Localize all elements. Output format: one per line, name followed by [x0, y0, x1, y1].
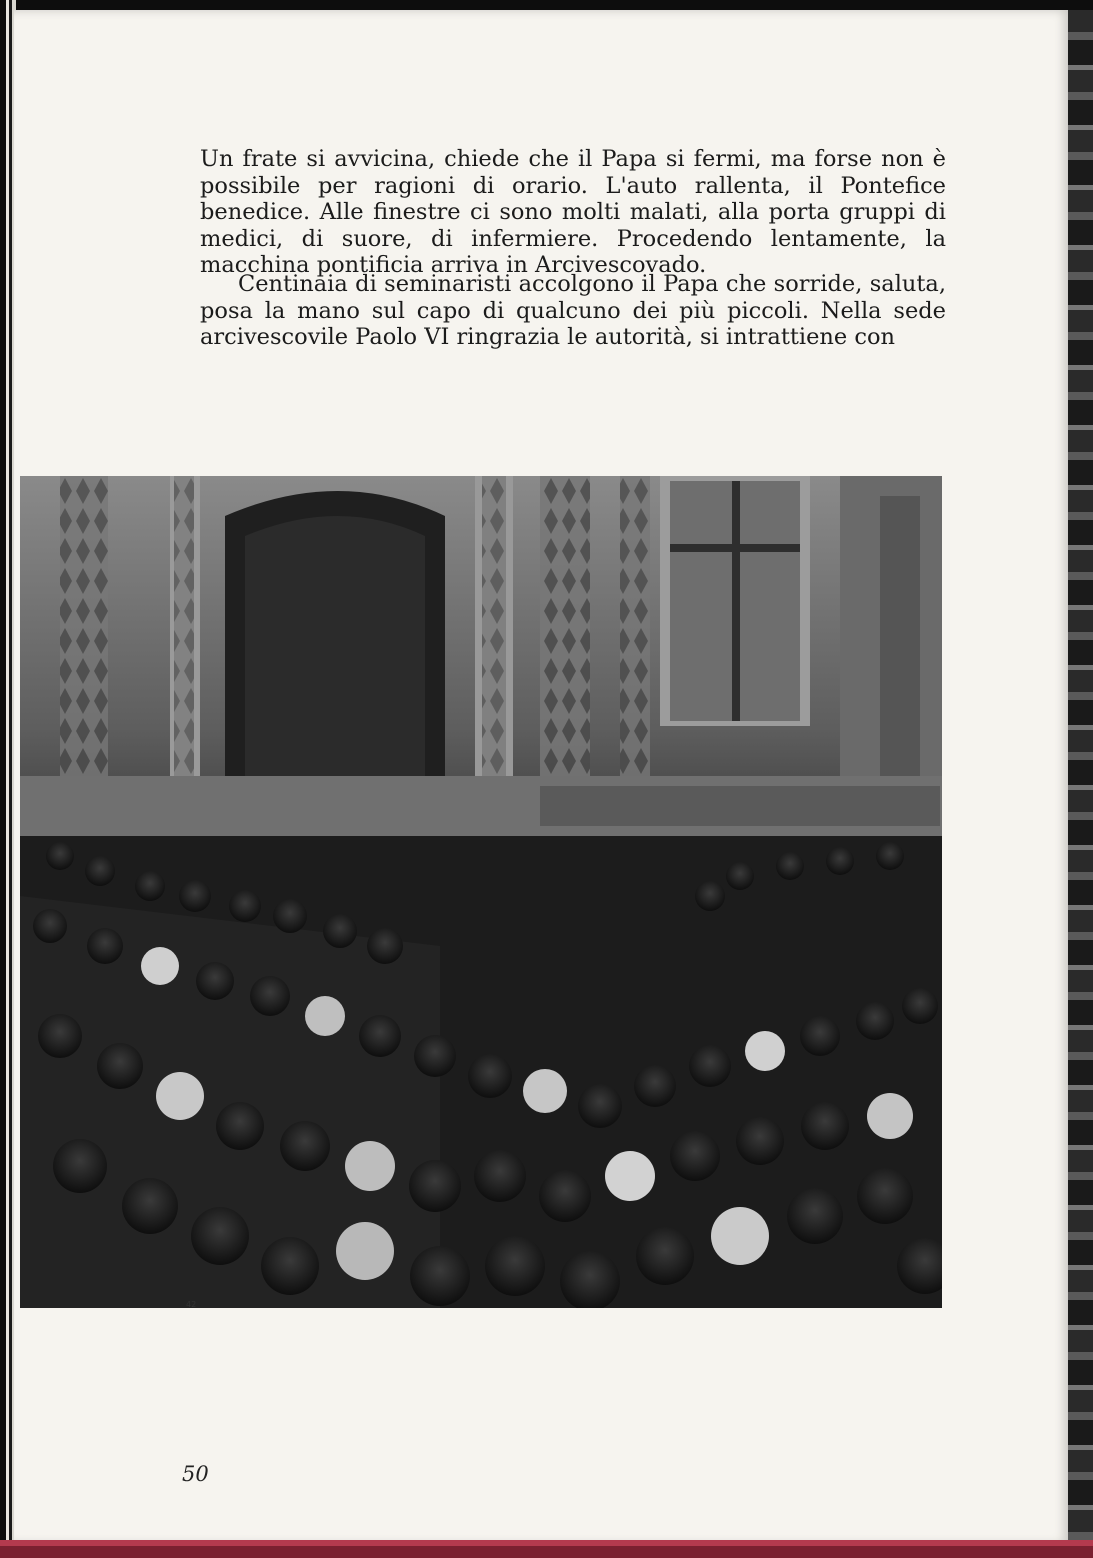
- paragraph-2: Centinaia di seminaristi accolgono il Papa che sorride, saluta, posa la mano sul capo di qualcuno dei più piccoli. Nella sede arcivescovile Paolo VI ringrazia le autorità, si intrattiene con: [200, 271, 946, 351]
- photo-illustration: [20, 476, 942, 1308]
- photograph-crowd-at-cathedral: [20, 476, 942, 1308]
- book-cover-edge: [0, 1540, 1093, 1558]
- adjacent-page-edge: [1068, 10, 1093, 1558]
- page-number: 50: [182, 1462, 209, 1486]
- photo-figure-number: 42: [186, 1300, 197, 1309]
- paragraph-1: Un frate si avvicina, chiede che il Papa si fermi, ma forse non è possibile per ragioni di orario. L'auto rallenta, il Pontefice benedice. Alle finestre ci sono molti malati, alla porta gruppi di medici, di suore, di infermiere. Procedendo lentamente, la macchina pontificia arriva in Arcivescovado.: [200, 146, 946, 279]
